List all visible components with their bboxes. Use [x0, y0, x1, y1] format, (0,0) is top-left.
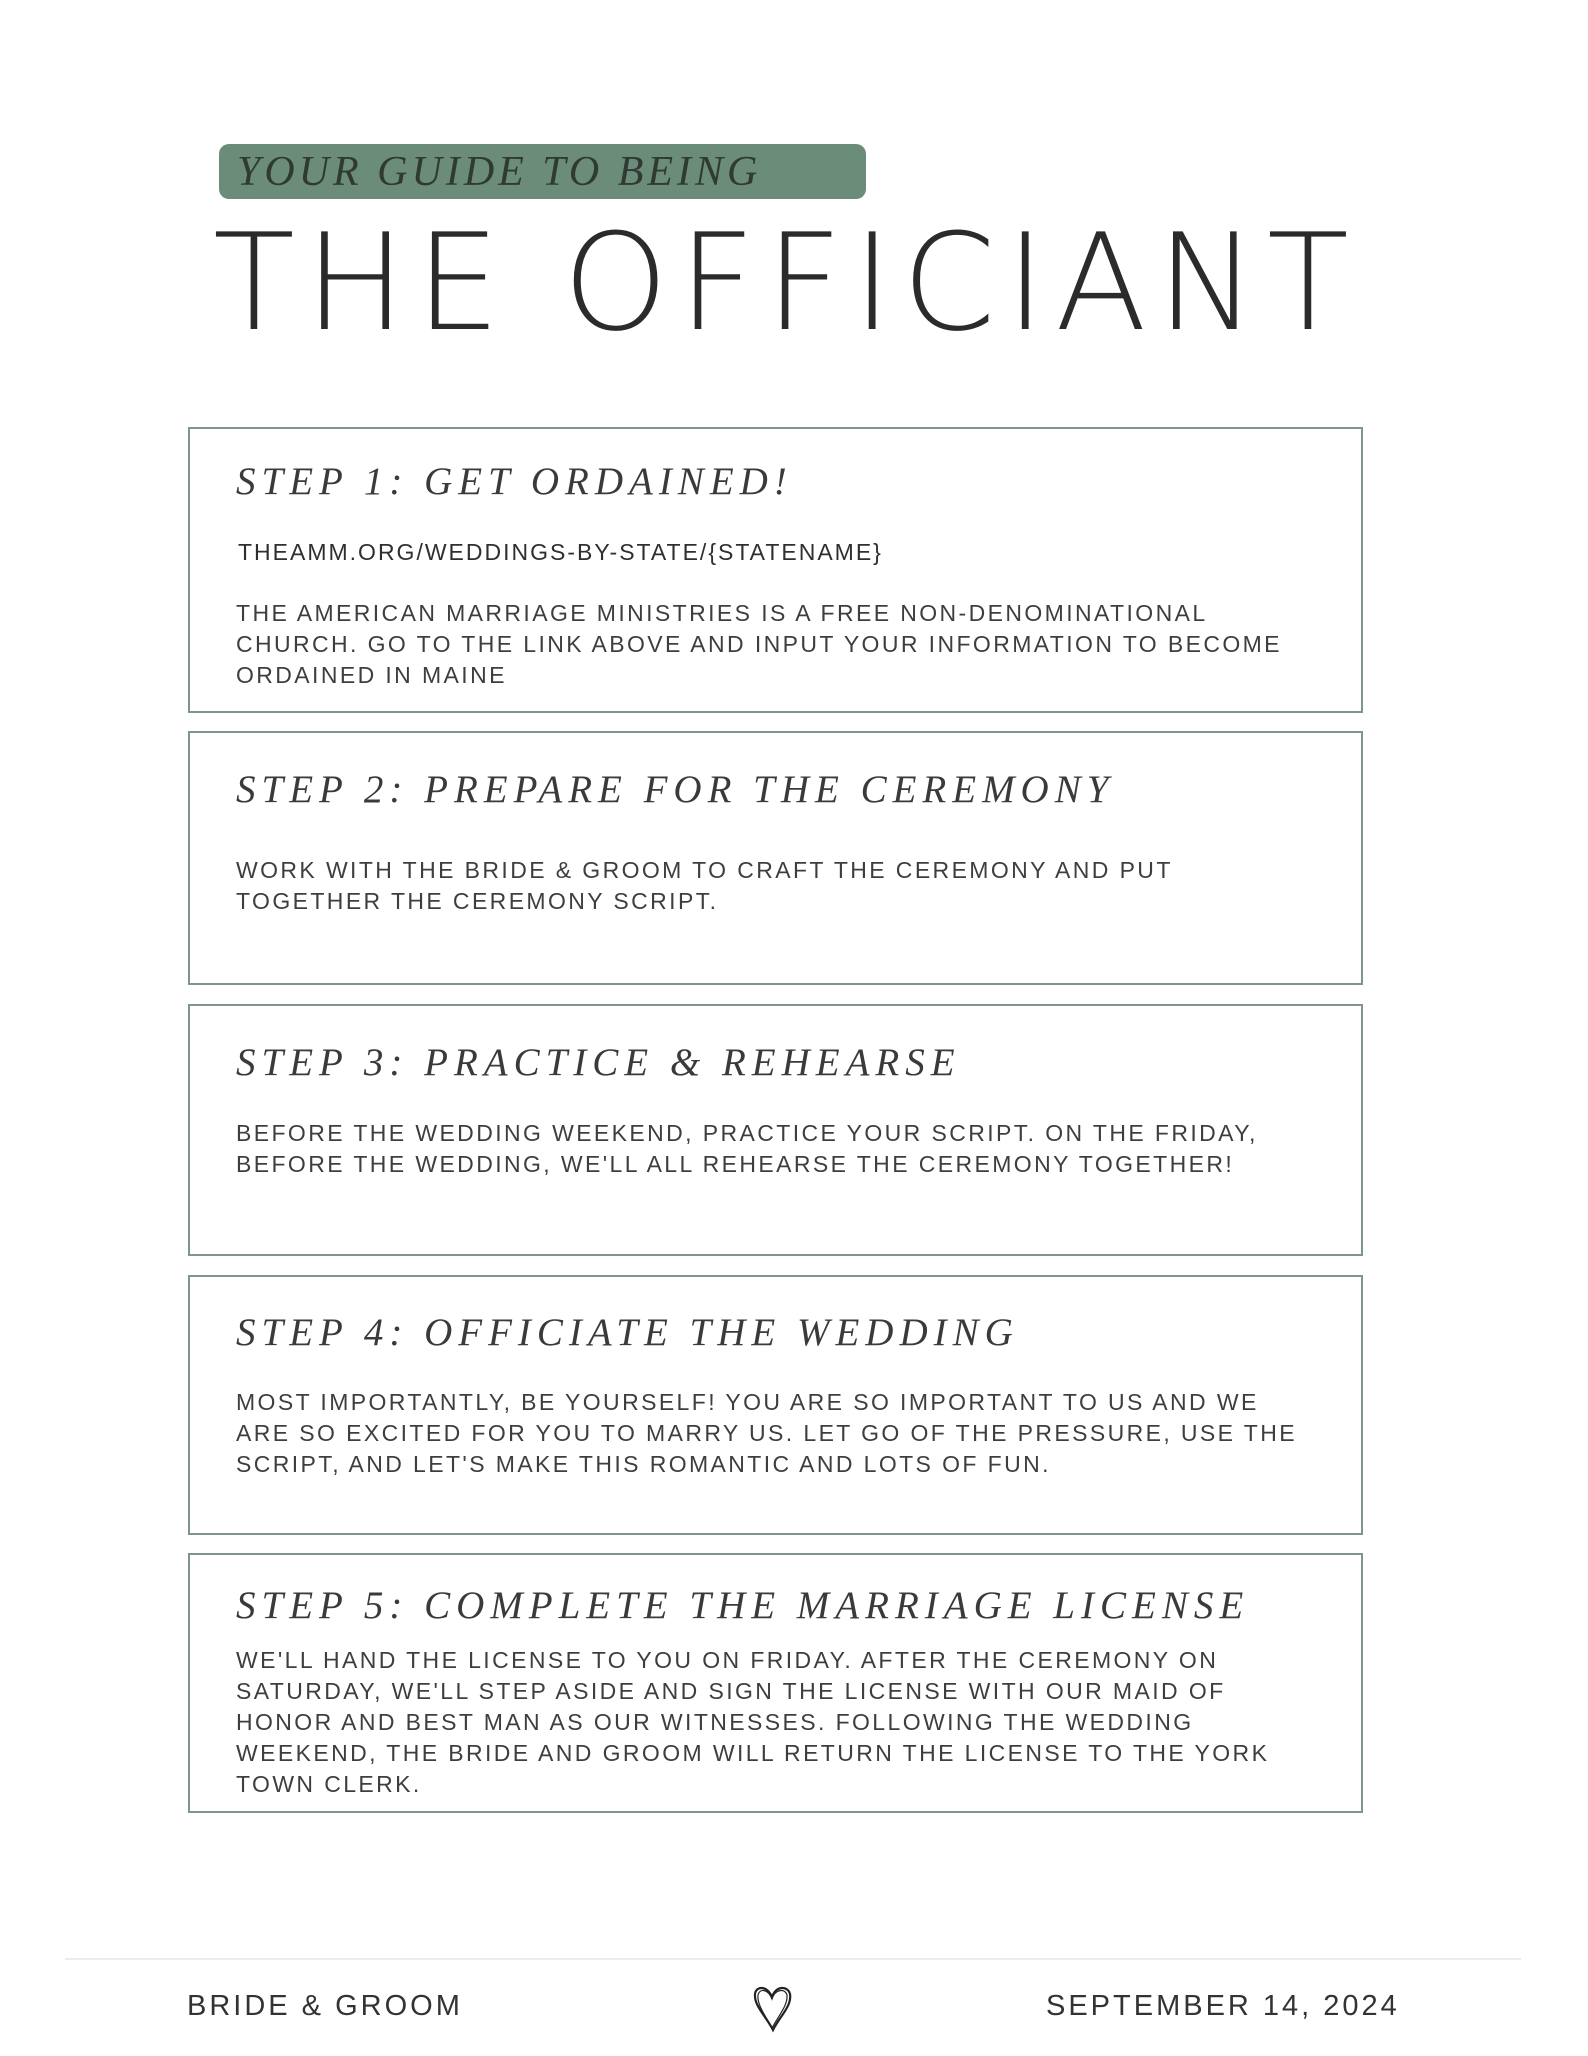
step-body: WORK WITH THE BRIDE & GROOM TO CRAFT THE CEREMONY AND PUT TOGETHER THE CEREMONY SCRIPT.: [236, 857, 1173, 914]
step-body: THE AMERICAN MARRIAGE MINISTRIES IS A FREE NON-DENOMINATIONAL CHURCH. GO TO THE LINK ABOVE AND INPUT YOUR INFORMATION TO BECOME ORDAINED IN MAINE: [236, 600, 1282, 688]
step-title: STEP 2: PREPARE FOR THE CEREMONY: [236, 768, 1115, 811]
step-card-2: [188, 731, 1363, 985]
step-title: STEP 3: PRACTICE & REHEARSE: [236, 1041, 961, 1084]
footer-divider: [65, 1958, 1521, 1960]
ordination-link[interactable]: THEAMM.ORG/WEDDINGS-BY-STATE/{STATENAME}: [238, 539, 883, 565]
step-card-5: [188, 1553, 1363, 1813]
step-body: BEFORE THE WEDDING WEEKEND, PRACTICE YOUR SCRIPT. ON THE FRIDAY, BEFORE THE WEDDING, WE'LL ALL REHEARSE THE CEREMONY TOGETHER!: [236, 1120, 1258, 1177]
step-title: STEP 5: COMPLETE THE MARRIAGE LICENSE: [236, 1584, 1250, 1627]
step-card-4: [188, 1275, 1363, 1535]
step-body: MOST IMPORTANTLY, BE YOURSELF! YOU ARE SO IMPORTANT TO US AND WE ARE SO EXCITED FOR YOU TO MARRY US. LET GO OF THE PRESSURE, USE THE SCRIPT, AND LET'S MAKE THIS ROMANTIC AND LOTS OF FUN.: [236, 1389, 1297, 1477]
step-card-3: [188, 1004, 1363, 1256]
step-card-1: [188, 427, 1363, 713]
footer-date: SEPTEMBER 14, 2024: [1046, 1990, 1400, 2022]
kicker-banner: [219, 144, 866, 199]
step-title: STEP 1: GET ORDAINED!: [236, 460, 793, 503]
step-title: STEP 4: OFFICIATE THE WEDDING: [236, 1311, 1019, 1354]
footer-couple: BRIDE & GROOM: [187, 1990, 463, 2022]
page-title: THE OFFICIANT: [213, 205, 1359, 361]
kicker-text: YOUR GUIDE TO BEING: [237, 149, 762, 195]
heart-icon: [750, 1984, 796, 2039]
step-body: WE'LL HAND THE LICENSE TO YOU ON FRIDAY. AFTER THE CEREMONY ON SATURDAY, WE'LL STEP ASIDE AND SIGN THE LICENSE WITH OUR MAID OF HONOR AND BEST MAN AS OUR WITNESSES. FOLLOWING THE WEDDING WEEKEND, THE BRIDE AND GROOM WILL RETURN THE LICENSE TO THE YORK TOWN CLERK.: [236, 1647, 1270, 1797]
